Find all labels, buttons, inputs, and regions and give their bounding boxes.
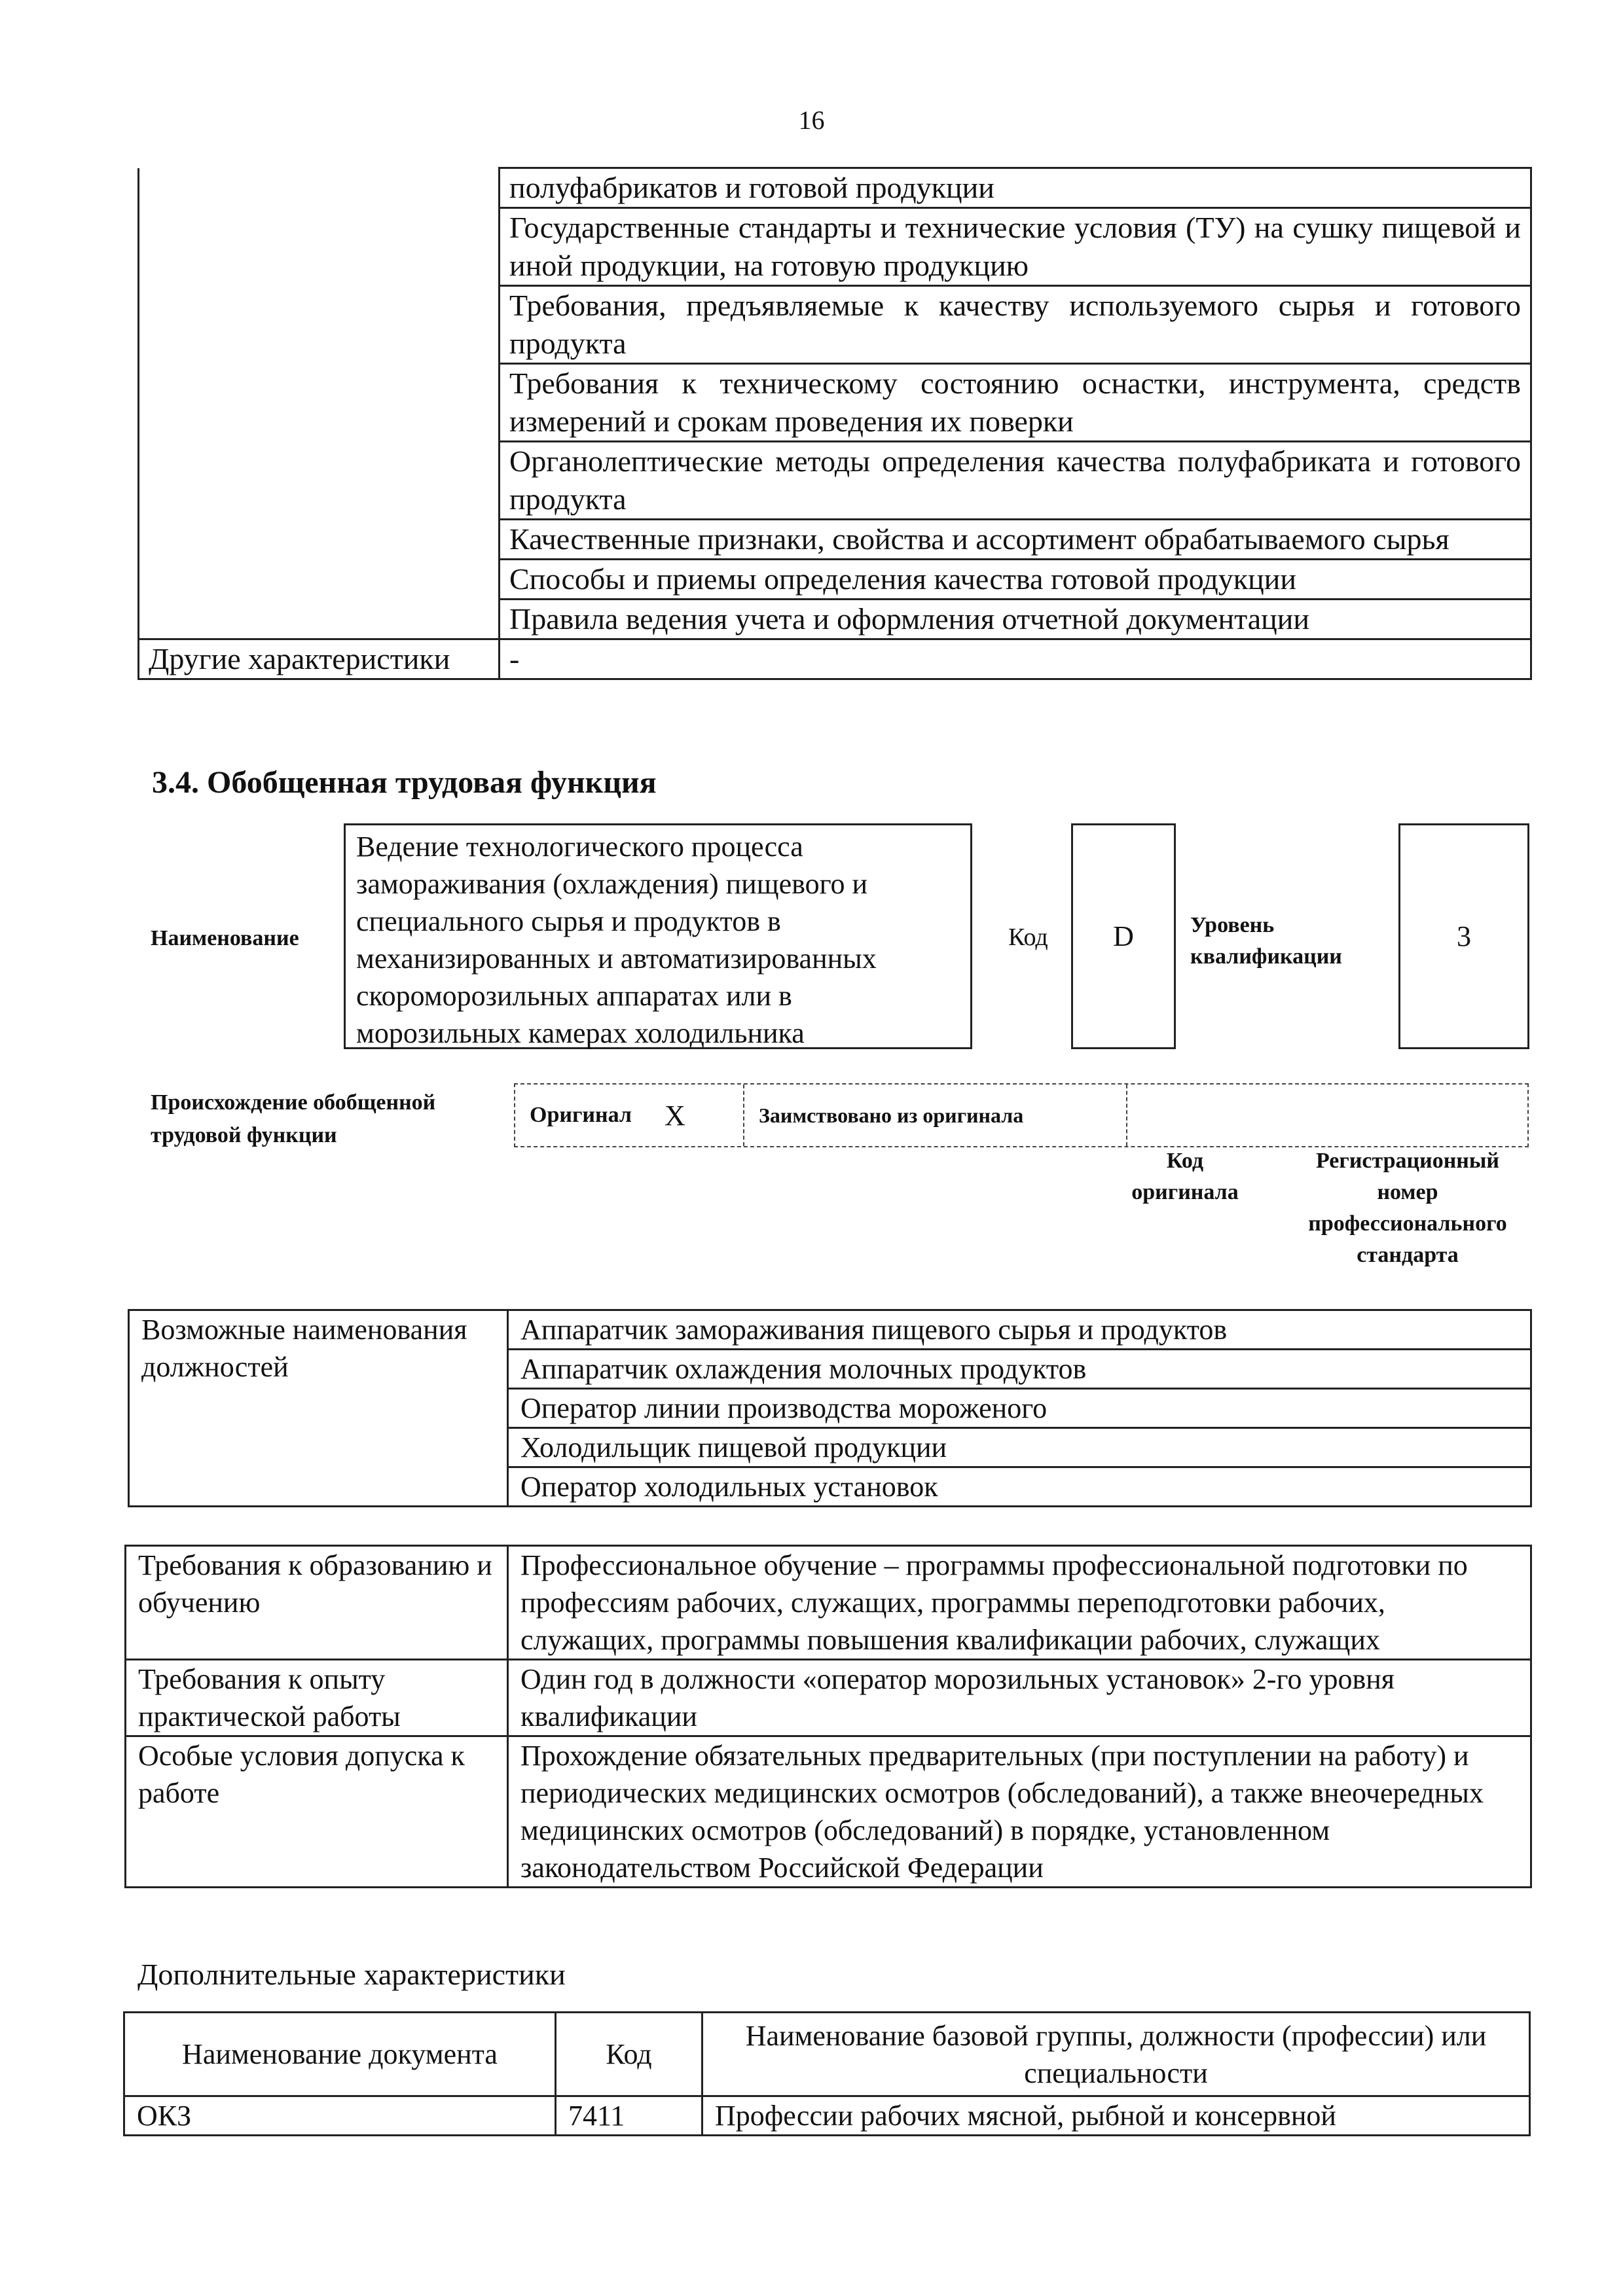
knowledge-row: Качественные признаки, свойства и ассортимент обрабатываемого сырья <box>500 520 1531 560</box>
knowledge-row: полуфабрикатов и готовой продукции <box>500 168 1531 208</box>
positions-table <box>128 1309 1532 1507</box>
knowledge-row: Способы и приемы определения качества готовой продукции <box>500 560 1531 600</box>
original-cell <box>515 1085 744 1146</box>
level-box: 3 <box>1398 823 1529 1049</box>
education-requirements-label: Требования к образованию и обучению <box>126 1546 508 1660</box>
code-label: Код <box>1008 924 1048 951</box>
knowledge-row: Правила ведения учета и оформления отчетной документации <box>500 600 1531 639</box>
origin-label-line: трудовой функции <box>151 1123 337 1147</box>
function-name-box: Ведение технологического процесса замораживания (охлаждения) пищевого и специального сырья и продуктов в механизированных и автоматизированных скороморозильных аппаратах или в морозильных камерах холодильника <box>344 823 972 1049</box>
origin-label <box>151 1086 435 1152</box>
knowledge-row: Требования к техническому состоянию оснастки, инструмента, средств измерений и срокам проведения их поверки <box>500 364 1531 442</box>
column-header-group: Наименование базовой группы, должности (профессии) или специальности <box>702 2013 1530 2096</box>
section-title: 3.4. Обобщенная трудовая функция <box>152 765 657 800</box>
other-characteristics-label: Другие характеристики <box>139 639 500 679</box>
registration-caption-line: профессионального <box>1308 1211 1507 1236</box>
registration-caption <box>1283 1145 1532 1271</box>
additional-characteristics-table <box>123 2011 1531 2136</box>
position-item: Холодильщик пищевой продукции <box>508 1428 1531 1467</box>
origin-label-line: Происхождение обобщенной <box>151 1090 436 1115</box>
borrowed-label: Заимствовано из оригинала <box>759 1103 1024 1127</box>
level-label-line: квалификации <box>1190 944 1342 969</box>
education-requirements-value: Профессиональное обучение – программы профессиональной подготовки по профессиям рабочих, служащих, программы переподготовки рабочих, служащих, программы повышения квалификации рабочих, служащих <box>508 1546 1531 1660</box>
level-label <box>1190 910 1342 973</box>
knowledge-table <box>137 167 1532 680</box>
original-label: Оригинал <box>530 1103 632 1127</box>
code-caption-line: Код <box>1166 1149 1204 1173</box>
table-cell-code: 7411 <box>556 2096 702 2136</box>
code-caption-line: оригинала <box>1131 1180 1239 1204</box>
other-characteristics-value: - <box>500 639 1531 679</box>
origin-row <box>514 1083 1529 1147</box>
original-mark: X <box>664 1099 685 1132</box>
code-box: D <box>1071 823 1176 1049</box>
table-cell-group: Профессии рабочих мясной, рыбной и консервной <box>702 2096 1530 2136</box>
registration-caption-line: номер <box>1377 1180 1438 1204</box>
experience-requirements-value: Один год в должности «оператор морозильных установок» 2-го уровня квалификации <box>508 1660 1531 1736</box>
empty-label-cell <box>139 168 500 639</box>
position-item: Аппаратчик замораживания пищевого сырья и продуктов <box>508 1310 1531 1350</box>
knowledge-row: Требования, предъявляемые к качеству используемого сырья и готового продукта <box>500 286 1531 364</box>
column-header-code: Код <box>556 2013 702 2096</box>
requirements-table <box>124 1545 1532 1888</box>
knowledge-row: Органолептические методы определения качества полуфабриката и готового продукта <box>500 442 1531 520</box>
knowledge-row: Государственные стандарты и технические условия (ТУ) на сушку пищевой и иной продукции, на готовую продукцию <box>500 208 1531 286</box>
additional-characteristics-title: Дополнительные характеристики <box>137 1958 566 1991</box>
admission-conditions-label: Особые условия допуска к работе <box>126 1736 508 1888</box>
positions-label: Возможные наименования должностей <box>129 1310 508 1507</box>
experience-requirements-label: Требования к опыту практической работы <box>126 1660 508 1736</box>
registration-caption-line: стандарта <box>1357 1243 1459 1267</box>
admission-conditions-value: Прохождение обязательных предварительных (при поступлении на работу) и периодических медицинских осмотров (обследований), а также внеочередных медицинских осмотров (обследований) в порядке, установленном законодательством Российской Федерации <box>508 1736 1531 1888</box>
name-label: Наименование <box>151 926 299 950</box>
registration-number-cell <box>1127 1085 1527 1146</box>
table-cell-document: ОКЗ <box>124 2096 556 2136</box>
borrowed-cell <box>744 1085 1127 1146</box>
position-item: Аппаратчик охлаждения молочных продуктов <box>508 1350 1531 1389</box>
level-label-line: Уровень <box>1190 913 1275 937</box>
code-caption <box>1113 1145 1257 1208</box>
position-item: Оператор холодильных установок <box>508 1467 1531 1507</box>
registration-caption-line: Регистрационный <box>1315 1149 1500 1173</box>
position-item: Оператор линии производства мороженого <box>508 1389 1531 1428</box>
column-header-document: Наименование документа <box>124 2013 556 2096</box>
page-number: 16 <box>798 105 825 135</box>
